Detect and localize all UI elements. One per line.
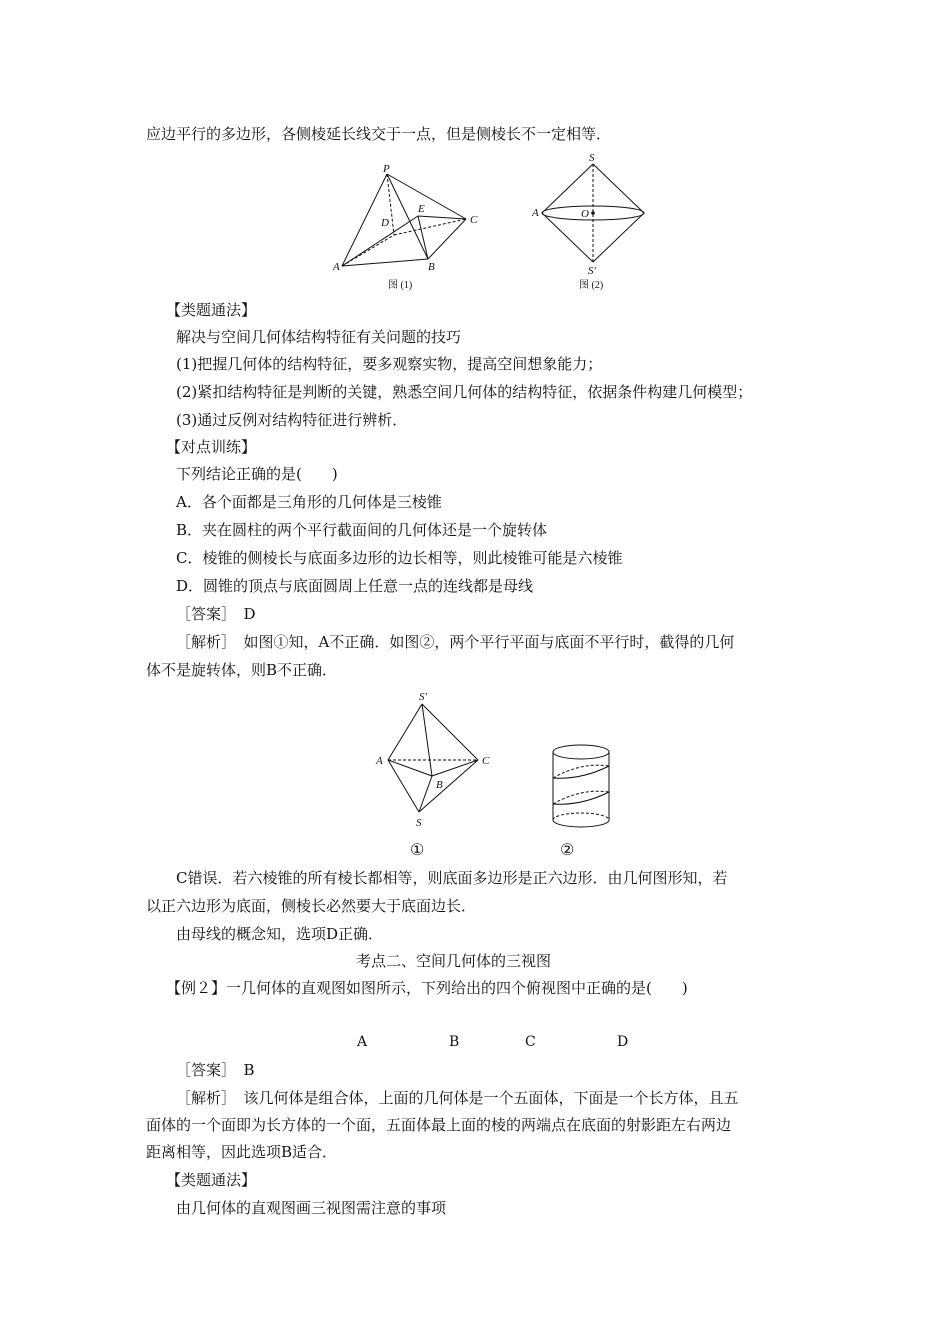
text-line: B．夹在圆柱的两个平行截面间的几何体还是一个旋转体 bbox=[176, 521, 548, 539]
text-line: 【例２】一几何体的直观图如图所示，下列给出的四个俯视图中正确的是( ) bbox=[166, 979, 688, 997]
option-label: B bbox=[449, 1034, 460, 1050]
figure-marker-1: ① bbox=[410, 840, 425, 859]
label-A: A bbox=[532, 207, 539, 219]
figure-cylinder bbox=[548, 742, 618, 832]
text-line: A．各个面都是三角形的几何体是三棱锥 bbox=[176, 493, 442, 511]
option-label: D bbox=[617, 1034, 629, 1050]
text-line: ［答案］ D bbox=[176, 605, 256, 623]
label-A: A bbox=[333, 261, 340, 273]
text-line: 以正六边形为底面，侧棱长必然要大于底面边长． bbox=[146, 897, 477, 915]
text-line: ［答案］ B bbox=[176, 1061, 255, 1079]
label-O: O bbox=[581, 208, 589, 220]
label-S: S bbox=[589, 152, 595, 164]
figure-caption: 图 (2) bbox=[579, 280, 604, 291]
label-A: A bbox=[376, 755, 383, 767]
text-line: ［解析］ 如图①知，A不正确．如图②，两个平行平面与底面不平行时，截得的几何 bbox=[176, 633, 735, 651]
label-B: B bbox=[428, 261, 435, 273]
figure-pyramid bbox=[330, 162, 490, 294]
figure-bipyramid bbox=[372, 688, 498, 830]
text-line: 解决与空间几何体结构特征有关问题的技巧 bbox=[176, 328, 462, 346]
label-C: C bbox=[482, 755, 490, 767]
label-P: P bbox=[383, 163, 390, 175]
option-label: C bbox=[525, 1034, 536, 1050]
text-line: 【类题通法】 bbox=[166, 301, 257, 319]
text-line: 体不是旋转体，则B不正确． bbox=[146, 661, 338, 679]
text-line: (3)通过反例对结构特征进行辨析． bbox=[176, 411, 408, 429]
text-line: C错误．若六棱锥的所有棱长都相等，则底面多边形是正六边形．由几何图形知，若 bbox=[176, 869, 728, 887]
text-line: (1)把握几何体的结构特征，要多观察实物，提高空间想象能力； bbox=[176, 355, 603, 373]
section-heading: 考点二、空间几何体的三视图 bbox=[356, 952, 552, 970]
label-S-prime: S′ bbox=[588, 265, 596, 277]
text-line: 由几何体的直观图画三视图需注意的事项 bbox=[176, 1199, 447, 1217]
text-line: 距离相等，因此选项B适合． bbox=[146, 1143, 338, 1161]
label-S-prime: S′ bbox=[419, 691, 427, 703]
text-line: 应边平行的多边形，各侧棱延长线交于一点，但是侧棱长不一定相等． bbox=[146, 125, 612, 143]
label-C: C bbox=[470, 214, 478, 226]
text-line: 由母线的概念知，选项D正确． bbox=[176, 925, 384, 943]
label-D: D bbox=[381, 217, 389, 229]
option-label: A bbox=[357, 1034, 368, 1050]
figure-caption: 图 (1) bbox=[388, 280, 413, 291]
text-line: (2)紧扣结构特征是判断的关键，熟悉空间几何体的结构特征，依据条件构建几何模型； bbox=[176, 383, 753, 401]
label-S: S bbox=[416, 817, 422, 829]
text-line: D．圆锥的顶点与底面圆周上任意一点的连线都是母线 bbox=[176, 577, 534, 595]
label-B: B bbox=[436, 779, 443, 791]
figure-double-cone bbox=[528, 150, 658, 294]
text-line: 【类题通法】 bbox=[166, 1171, 257, 1189]
text-line: 面体的一个面即为长方体的一个面，五面体最上面的棱的两端点在底面的射影距左右两边 bbox=[146, 1116, 732, 1134]
text-line: C．棱锥的侧棱长与底面多边形的边长相等，则此棱锥可能是六棱锥 bbox=[176, 549, 623, 567]
text-line: ［解析］ 该几何体是组合体，上面的几何体是一个五面体，下面是一个长方体，且五 bbox=[176, 1089, 739, 1107]
label-E: E bbox=[418, 203, 425, 215]
text-line: 下列结论正确的是( ) bbox=[176, 465, 338, 483]
text-line: 【对点训练】 bbox=[166, 438, 257, 456]
figure-marker-2: ② bbox=[560, 840, 575, 859]
